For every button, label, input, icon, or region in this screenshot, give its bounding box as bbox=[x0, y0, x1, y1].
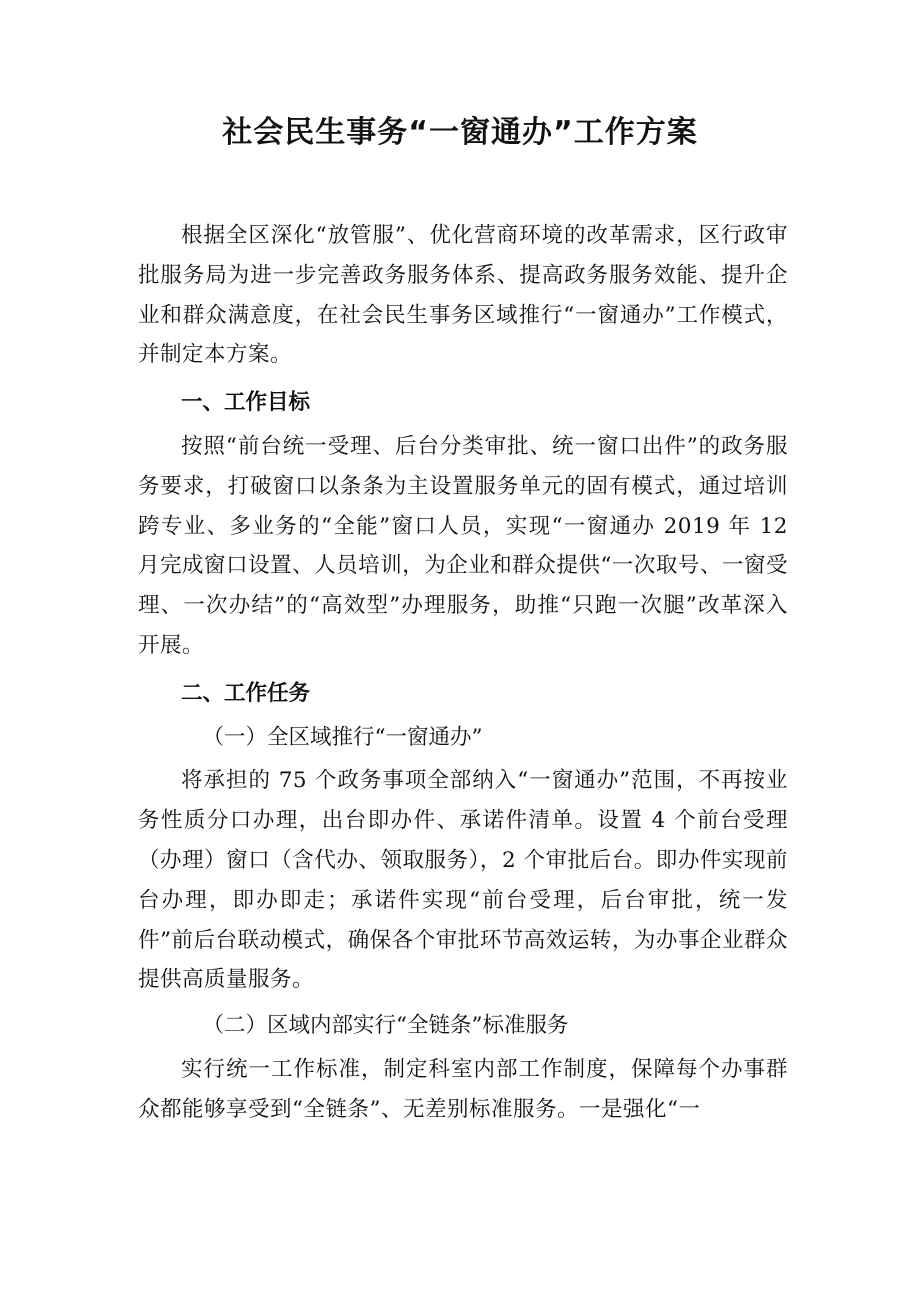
document-body bbox=[138, 216, 788, 1130]
goals-paragraph: 按照“前台统一受理、后台分类审批、统一窗口出件”的政务服务要求，打破窗口以条条为主设置服务单元的固有模式，通过培训跨专业、多业务的“全能”窗口人员，实现“一窗通办 2019 年 12 月完成窗口设置、人员培训，为企业和群众提供“一次取号、一窗受理、一次办结”的“高效型”办理服务，助推“只跑一次腿”改革深入开展。 bbox=[138, 433, 788, 658]
subsection-heading-one-window: （一）全区域推行“一窗通办” bbox=[202, 724, 483, 750]
full-chain-paragraph: 实行统一工作标准，制定科室内部工作制度，保障每个办事群众都能够享受到“全链条”、无差别标准服务。一是强化“一 bbox=[138, 1056, 788, 1122]
section-heading-tasks: 二、工作任务 bbox=[181, 680, 311, 706]
subsection-heading-full-chain: （二）区域内部实行“全链条”标准服务 bbox=[202, 1013, 569, 1039]
intro-paragraph: 根据全区深化“放管服”、优化营商环境的改革需求，区行政审批服务局为进一步完善政务服务体系、提高政务服务效能、提升企业和群众满意度，在社会民生事务区域推行“一窗通办”工作模式，并制定本方案。 bbox=[138, 223, 788, 368]
section-heading-goals: 一、工作目标 bbox=[181, 390, 311, 416]
one-window-paragraph: 将承担的 75 个政务事项全部纳入“一窗通办”范围，不再按业务性质分口办理，出台即办件、承诺件清单。设置 4 个前台受理（办理）窗口（含代办、领取服务），2 个审批后台。即办件实现前台办理，即办即走；承诺件实现“前台受理，后台审批，统一发件”前后台联动模式，确保各个审批环节高效运转，为办事企业群众提供高质量服务。 bbox=[138, 768, 788, 993]
document-title: 社会民生事务“一窗通办”工作方案 bbox=[222, 115, 698, 150]
